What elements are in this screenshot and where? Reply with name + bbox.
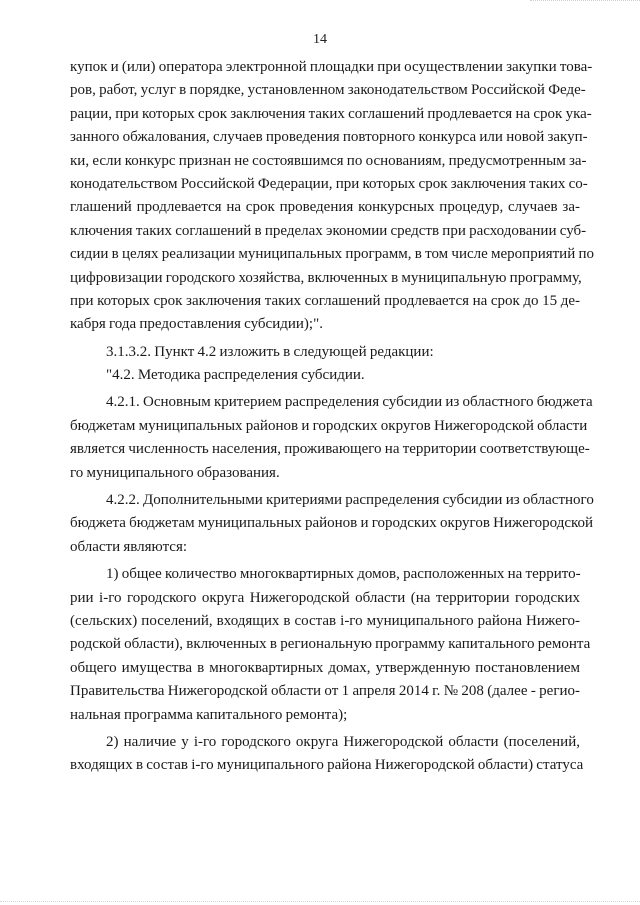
text-line: бюджета бюджетам муниципальных районов и городских округов Нижегородской xyxy=(70,515,594,532)
text-line: сидии в целях реализации муниципальных программ, в том числе мероприятий по xyxy=(70,246,595,263)
text-line: рии i-го городского округа Нижегородской области (на территории городских xyxy=(70,589,580,606)
scan-edge-top xyxy=(530,0,640,2)
text-line: ключения таких соглашений в пределах экономии средств при расходовании суб- xyxy=(70,222,587,239)
text-line: является численность населения, проживающего на территории соответствующе- xyxy=(70,441,590,458)
paragraph xyxy=(70,391,593,485)
paragraph xyxy=(70,563,591,727)
text-line: области являются: xyxy=(70,538,188,555)
text-line: нальная программа капитального ремонта); xyxy=(70,706,348,723)
text-line: "4.2. Методика распределения субсидии. xyxy=(106,367,365,384)
text-line: ки, если конкурс признан не состоявшимся по основаниям, предусмотренным за- xyxy=(70,152,587,169)
page-number: 14 xyxy=(313,32,327,47)
text-line: 1) общее количество многоквартирных домов, расположенных на террито- xyxy=(106,566,581,583)
paragraph xyxy=(70,489,594,559)
text-line: при которых срок заключения таких соглашений продлевается на срок до 15 де- xyxy=(70,292,580,309)
text-line: 4.2.1. Основным критерием распределения субсидии из областного бюджета xyxy=(106,394,593,411)
text-line: бюджетам муниципальных районов и городских округов Нижегородской области xyxy=(70,417,588,434)
text-line: входящих в состав i-го муниципального района Нижегородской области) статуса xyxy=(70,757,584,774)
text-line: (сельских) поселений, входящих в состав i-го муниципального района Нижего- xyxy=(70,612,580,629)
text-line: цифровизации городского хозяйства, включенных в муниципальную программу, xyxy=(70,269,582,286)
paragraph xyxy=(70,56,595,337)
paragraph xyxy=(70,364,580,387)
text-line: 4.2.2. Дополнительными критериями распределения субсидии из областного xyxy=(106,492,594,509)
text-line: ров, работ, услуг в порядке, установленном законодательством Российской Феде- xyxy=(70,82,586,99)
paragraph xyxy=(70,731,584,778)
text-line: Правительства Нижегородской области от 1 апреля 2014 г. № 208 (далее - регио- xyxy=(70,683,580,700)
text-line: кабря года предоставления субсидии);". xyxy=(70,316,323,333)
text-line: конодательством Российской Федерации, при которых срок заключения таких со- xyxy=(70,175,588,192)
text-line: 3.1.3.2. Пункт 4.2 изложить в следующей редакции: xyxy=(106,343,434,360)
document-body xyxy=(70,56,595,778)
text-line: занного обжалования, случаев проведения повторного конкурса или новой закуп- xyxy=(70,129,588,146)
text-line: родской области), включенных в региональную программу капитального ремонта xyxy=(70,636,591,653)
text-line: 2) наличие у i-го городского округа Нижегородской области (поселений, xyxy=(106,733,580,750)
text-line: общего имущества в многоквартирных домах, утвержденную постановлением xyxy=(70,659,580,676)
scan-edge-bottom xyxy=(0,901,640,903)
paragraph xyxy=(70,341,580,364)
text-line: глашений продлевается на срок проведения конкурсных процедур, случаев за- xyxy=(70,199,580,216)
text-line: го муниципального образования. xyxy=(70,464,280,481)
text-line: купок и (или) оператора электронной площадки при осуществлении закупки това- xyxy=(70,59,593,75)
text-line: рации, при которых срок заключения таких соглашений продлевается на срок ука- xyxy=(70,105,592,122)
